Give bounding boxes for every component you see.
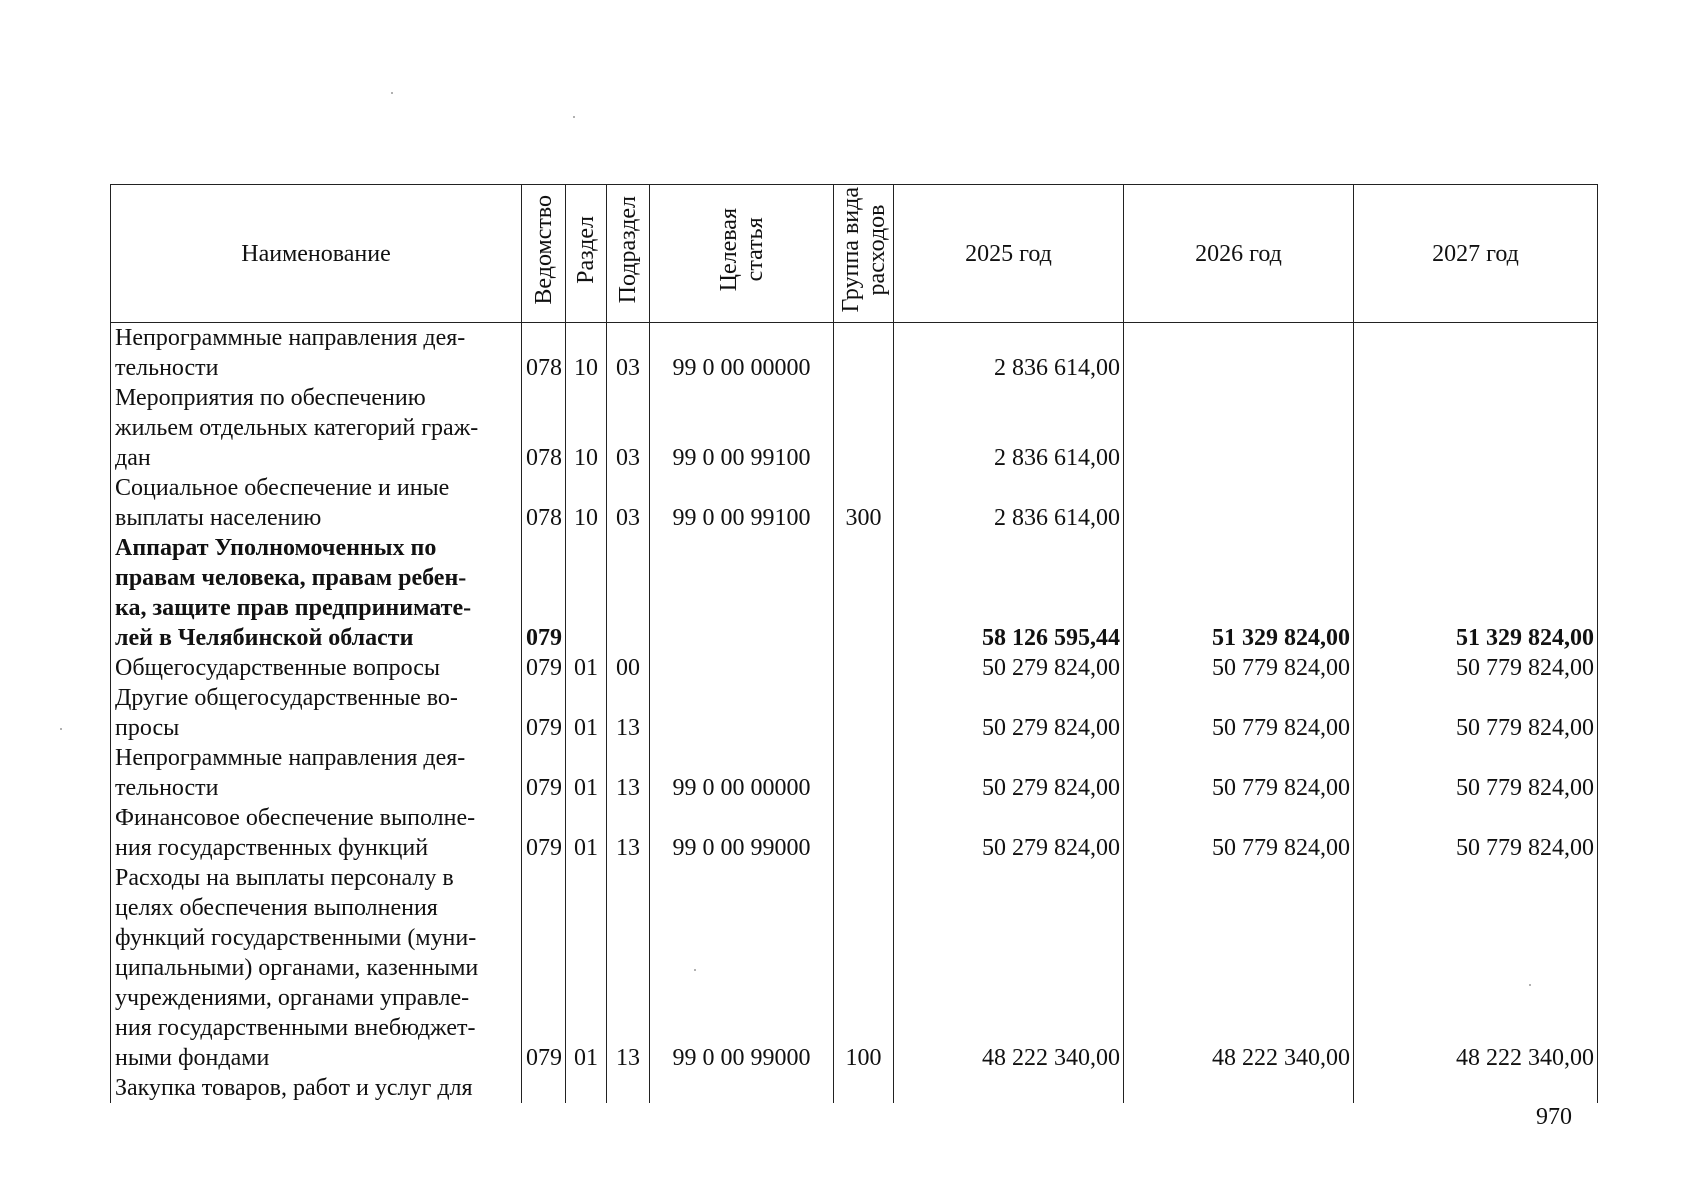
header-year-2027: 2027 год xyxy=(1354,185,1598,323)
row-name xyxy=(111,473,522,533)
row-razdel: 01 xyxy=(566,743,607,803)
row-amount-2025: 50 279 824,00 xyxy=(894,683,1124,743)
row-name-line: ными фондами xyxy=(115,1045,270,1071)
row-vedomstvo: 078 xyxy=(522,383,566,473)
row-name-line: учреждениями, органами управле- xyxy=(115,985,470,1011)
row-amount-2027 xyxy=(1354,473,1598,533)
row-amount-2027 xyxy=(1354,323,1598,384)
row-celevaya-statya xyxy=(650,533,834,653)
row-razdel: 01 xyxy=(566,863,607,1073)
table-row xyxy=(111,863,1598,1073)
table-header-row xyxy=(111,185,1598,323)
row-name-line: Непрограммные направления дея- xyxy=(115,745,466,771)
row-amount-2026: 51 329 824,00 xyxy=(1124,533,1354,653)
row-name-line: ния государственных функций xyxy=(115,835,429,861)
row-name-line: тельности xyxy=(115,775,219,801)
row-name-line: функций государственными (муни- xyxy=(115,925,477,951)
row-amount-2026 xyxy=(1124,473,1354,533)
row-amount-2026: 50 779 824,00 xyxy=(1124,743,1354,803)
header-year-2025: 2025 год xyxy=(894,185,1124,323)
table-row xyxy=(111,473,1598,533)
row-vedomstvo: 079 xyxy=(522,743,566,803)
row-podrazdel: 13 xyxy=(607,683,650,743)
row-gruppa-vida xyxy=(834,683,894,743)
row-vedomstvo: 078 xyxy=(522,473,566,533)
scan-speck xyxy=(60,728,62,730)
row-amount-2026: 50 779 824,00 xyxy=(1124,653,1354,683)
budget-table xyxy=(110,184,1598,1103)
row-razdel: 10 xyxy=(566,473,607,533)
scan-speck xyxy=(573,116,575,118)
row-amount-2027: 51 329 824,00 xyxy=(1354,533,1598,653)
table-row xyxy=(111,323,1598,384)
row-name xyxy=(111,863,522,1073)
table-row xyxy=(111,683,1598,743)
header-celevaya-statya: Целевая статья xyxy=(650,185,834,323)
row-razdel: 01 xyxy=(566,803,607,863)
row-amount-2027 xyxy=(1354,383,1598,473)
table-row-continued xyxy=(111,1073,1598,1103)
row-amount-2027: 50 779 824,00 xyxy=(1354,683,1598,743)
row-podrazdel: 03 xyxy=(607,473,650,533)
row-name xyxy=(111,533,522,653)
row-razdel: 10 xyxy=(566,323,607,384)
row-amount-2026 xyxy=(1124,383,1354,473)
row-vedomstvo: 079 xyxy=(522,803,566,863)
row-amount-2025: 2 836 614,00 xyxy=(894,383,1124,473)
scan-speck xyxy=(694,969,696,971)
row-name-line: целях обеспечения выполнения xyxy=(115,895,438,921)
row-razdel xyxy=(566,1073,607,1103)
row-vedomstvo: 079 xyxy=(522,683,566,743)
row-celevaya-statya xyxy=(650,1073,834,1103)
row-celevaya-statya: 99 0 00 00000 xyxy=(650,743,834,803)
row-name xyxy=(111,743,522,803)
row-vedomstvo: 078 xyxy=(522,323,566,384)
row-amount-2027: 50 779 824,00 xyxy=(1354,803,1598,863)
row-gruppa-vida xyxy=(834,743,894,803)
row-amount-2025: 2 836 614,00 xyxy=(894,473,1124,533)
page-number: 970 xyxy=(1536,1104,1572,1130)
budget-page xyxy=(110,184,1597,1103)
header-name: Наименование xyxy=(111,185,522,323)
row-amount-2027: 50 779 824,00 xyxy=(1354,743,1598,803)
row-amount-2027: 50 779 824,00 xyxy=(1354,653,1598,683)
row-name-line: просы xyxy=(115,715,180,741)
row-podrazdel: 00 xyxy=(607,653,650,683)
row-celevaya-statya xyxy=(650,653,834,683)
scan-speck xyxy=(391,92,393,94)
scan-speck xyxy=(1529,984,1531,986)
row-gruppa-vida xyxy=(834,1073,894,1103)
row-amount-2026: 50 779 824,00 xyxy=(1124,803,1354,863)
row-celevaya-statya: 99 0 00 99100 xyxy=(650,473,834,533)
row-vedomstvo: 079 xyxy=(522,863,566,1073)
table-row xyxy=(111,653,1598,683)
row-name xyxy=(111,383,522,473)
row-name xyxy=(111,1073,522,1103)
row-podrazdel: 13 xyxy=(607,863,650,1073)
header-razdel: Раздел xyxy=(566,185,607,323)
row-amount-2025: 50 279 824,00 xyxy=(894,653,1124,683)
table-row xyxy=(111,803,1598,863)
header-vedomstvo: Ведомство xyxy=(522,185,566,323)
row-amount-2026 xyxy=(1124,323,1354,384)
row-amount-2026 xyxy=(1124,1073,1354,1103)
row-name-line: ния государственными внебюджет- xyxy=(115,1015,476,1041)
row-celevaya-statya: 99 0 00 00000 xyxy=(650,323,834,384)
row-gruppa-vida xyxy=(834,803,894,863)
row-name xyxy=(111,323,522,384)
row-amount-2026: 48 222 340,00 xyxy=(1124,863,1354,1073)
row-podrazdel xyxy=(607,1073,650,1103)
row-podrazdel: 13 xyxy=(607,743,650,803)
row-gruppa-vida xyxy=(834,533,894,653)
row-name xyxy=(111,683,522,743)
row-amount-2027 xyxy=(1354,1073,1598,1103)
row-name-line: жильем отдельных категорий граж- xyxy=(115,415,479,441)
header-year-2026: 2026 год xyxy=(1124,185,1354,323)
row-name-line: правам человека, правам ребен- xyxy=(115,565,467,591)
row-name-line: Аппарат Уполномоченных по xyxy=(115,535,437,561)
row-celevaya-statya xyxy=(650,683,834,743)
table-body xyxy=(111,323,1598,1104)
row-name-line: лей в Челябинской области xyxy=(115,625,414,651)
row-gruppa-vida xyxy=(834,323,894,384)
row-razdel: 01 xyxy=(566,683,607,743)
row-name-line: Социальное обеспечение и иные xyxy=(115,475,450,501)
table-row xyxy=(111,383,1598,473)
row-name-line: Мероприятия по обеспечению xyxy=(115,385,426,411)
row-name xyxy=(111,653,522,683)
row-amount-2025: 50 279 824,00 xyxy=(894,803,1124,863)
row-name-line: выплаты населению xyxy=(115,505,322,531)
row-amount-2025: 58 126 595,44 xyxy=(894,533,1124,653)
row-name xyxy=(111,803,522,863)
row-gruppa-vida xyxy=(834,653,894,683)
row-podrazdel: 13 xyxy=(607,803,650,863)
row-amount-2025 xyxy=(894,1073,1124,1103)
row-amount-2027: 48 222 340,00 xyxy=(1354,863,1598,1073)
row-celevaya-statya: 99 0 00 99000 xyxy=(650,863,834,1073)
row-name-line: дан xyxy=(115,445,151,471)
row-name-line: ципальными) органами, казенными xyxy=(115,955,479,981)
row-amount-2025: 2 836 614,00 xyxy=(894,323,1124,384)
row-gruppa-vida xyxy=(834,383,894,473)
row-name-line: ка, защите прав предпринимате- xyxy=(115,595,472,621)
header-gruppa-vida-raskhodov: Группа вида расходов xyxy=(834,185,894,323)
row-celevaya-statya: 99 0 00 99000 xyxy=(650,803,834,863)
row-amount-2025: 48 222 340,00 xyxy=(894,863,1124,1073)
row-amount-2026: 50 779 824,00 xyxy=(1124,683,1354,743)
row-celevaya-statya: 99 0 00 99100 xyxy=(650,383,834,473)
row-name-line: Общегосударственные вопросы xyxy=(115,655,441,681)
row-razdel: 01 xyxy=(566,653,607,683)
row-razdel: 10 xyxy=(566,383,607,473)
row-gruppa-vida: 100 xyxy=(834,863,894,1073)
row-name-line: Расходы на выплаты персоналу в xyxy=(115,865,454,891)
row-podrazdel xyxy=(607,533,650,653)
row-vedomstvo: 079 xyxy=(522,653,566,683)
row-name-line: тельности xyxy=(115,355,219,381)
row-name-line: Непрограммные направления дея- xyxy=(115,325,466,351)
row-vedomstvo xyxy=(522,1073,566,1103)
row-amount-2025: 50 279 824,00 xyxy=(894,743,1124,803)
header-podrazdel: Подраздел xyxy=(607,185,650,323)
row-name-line: Финансовое обеспечение выполне- xyxy=(115,805,476,831)
table-row xyxy=(111,533,1598,653)
row-podrazdel: 03 xyxy=(607,323,650,384)
row-razdel xyxy=(566,533,607,653)
row-podrazdel: 03 xyxy=(607,383,650,473)
row-gruppa-vida: 300 xyxy=(834,473,894,533)
row-vedomstvo: 079 xyxy=(522,533,566,653)
row-name-line: Другие общегосударственные во- xyxy=(115,685,458,711)
table-row xyxy=(111,743,1598,803)
row-name-line: Закупка товаров, работ и услуг для xyxy=(115,1075,473,1101)
